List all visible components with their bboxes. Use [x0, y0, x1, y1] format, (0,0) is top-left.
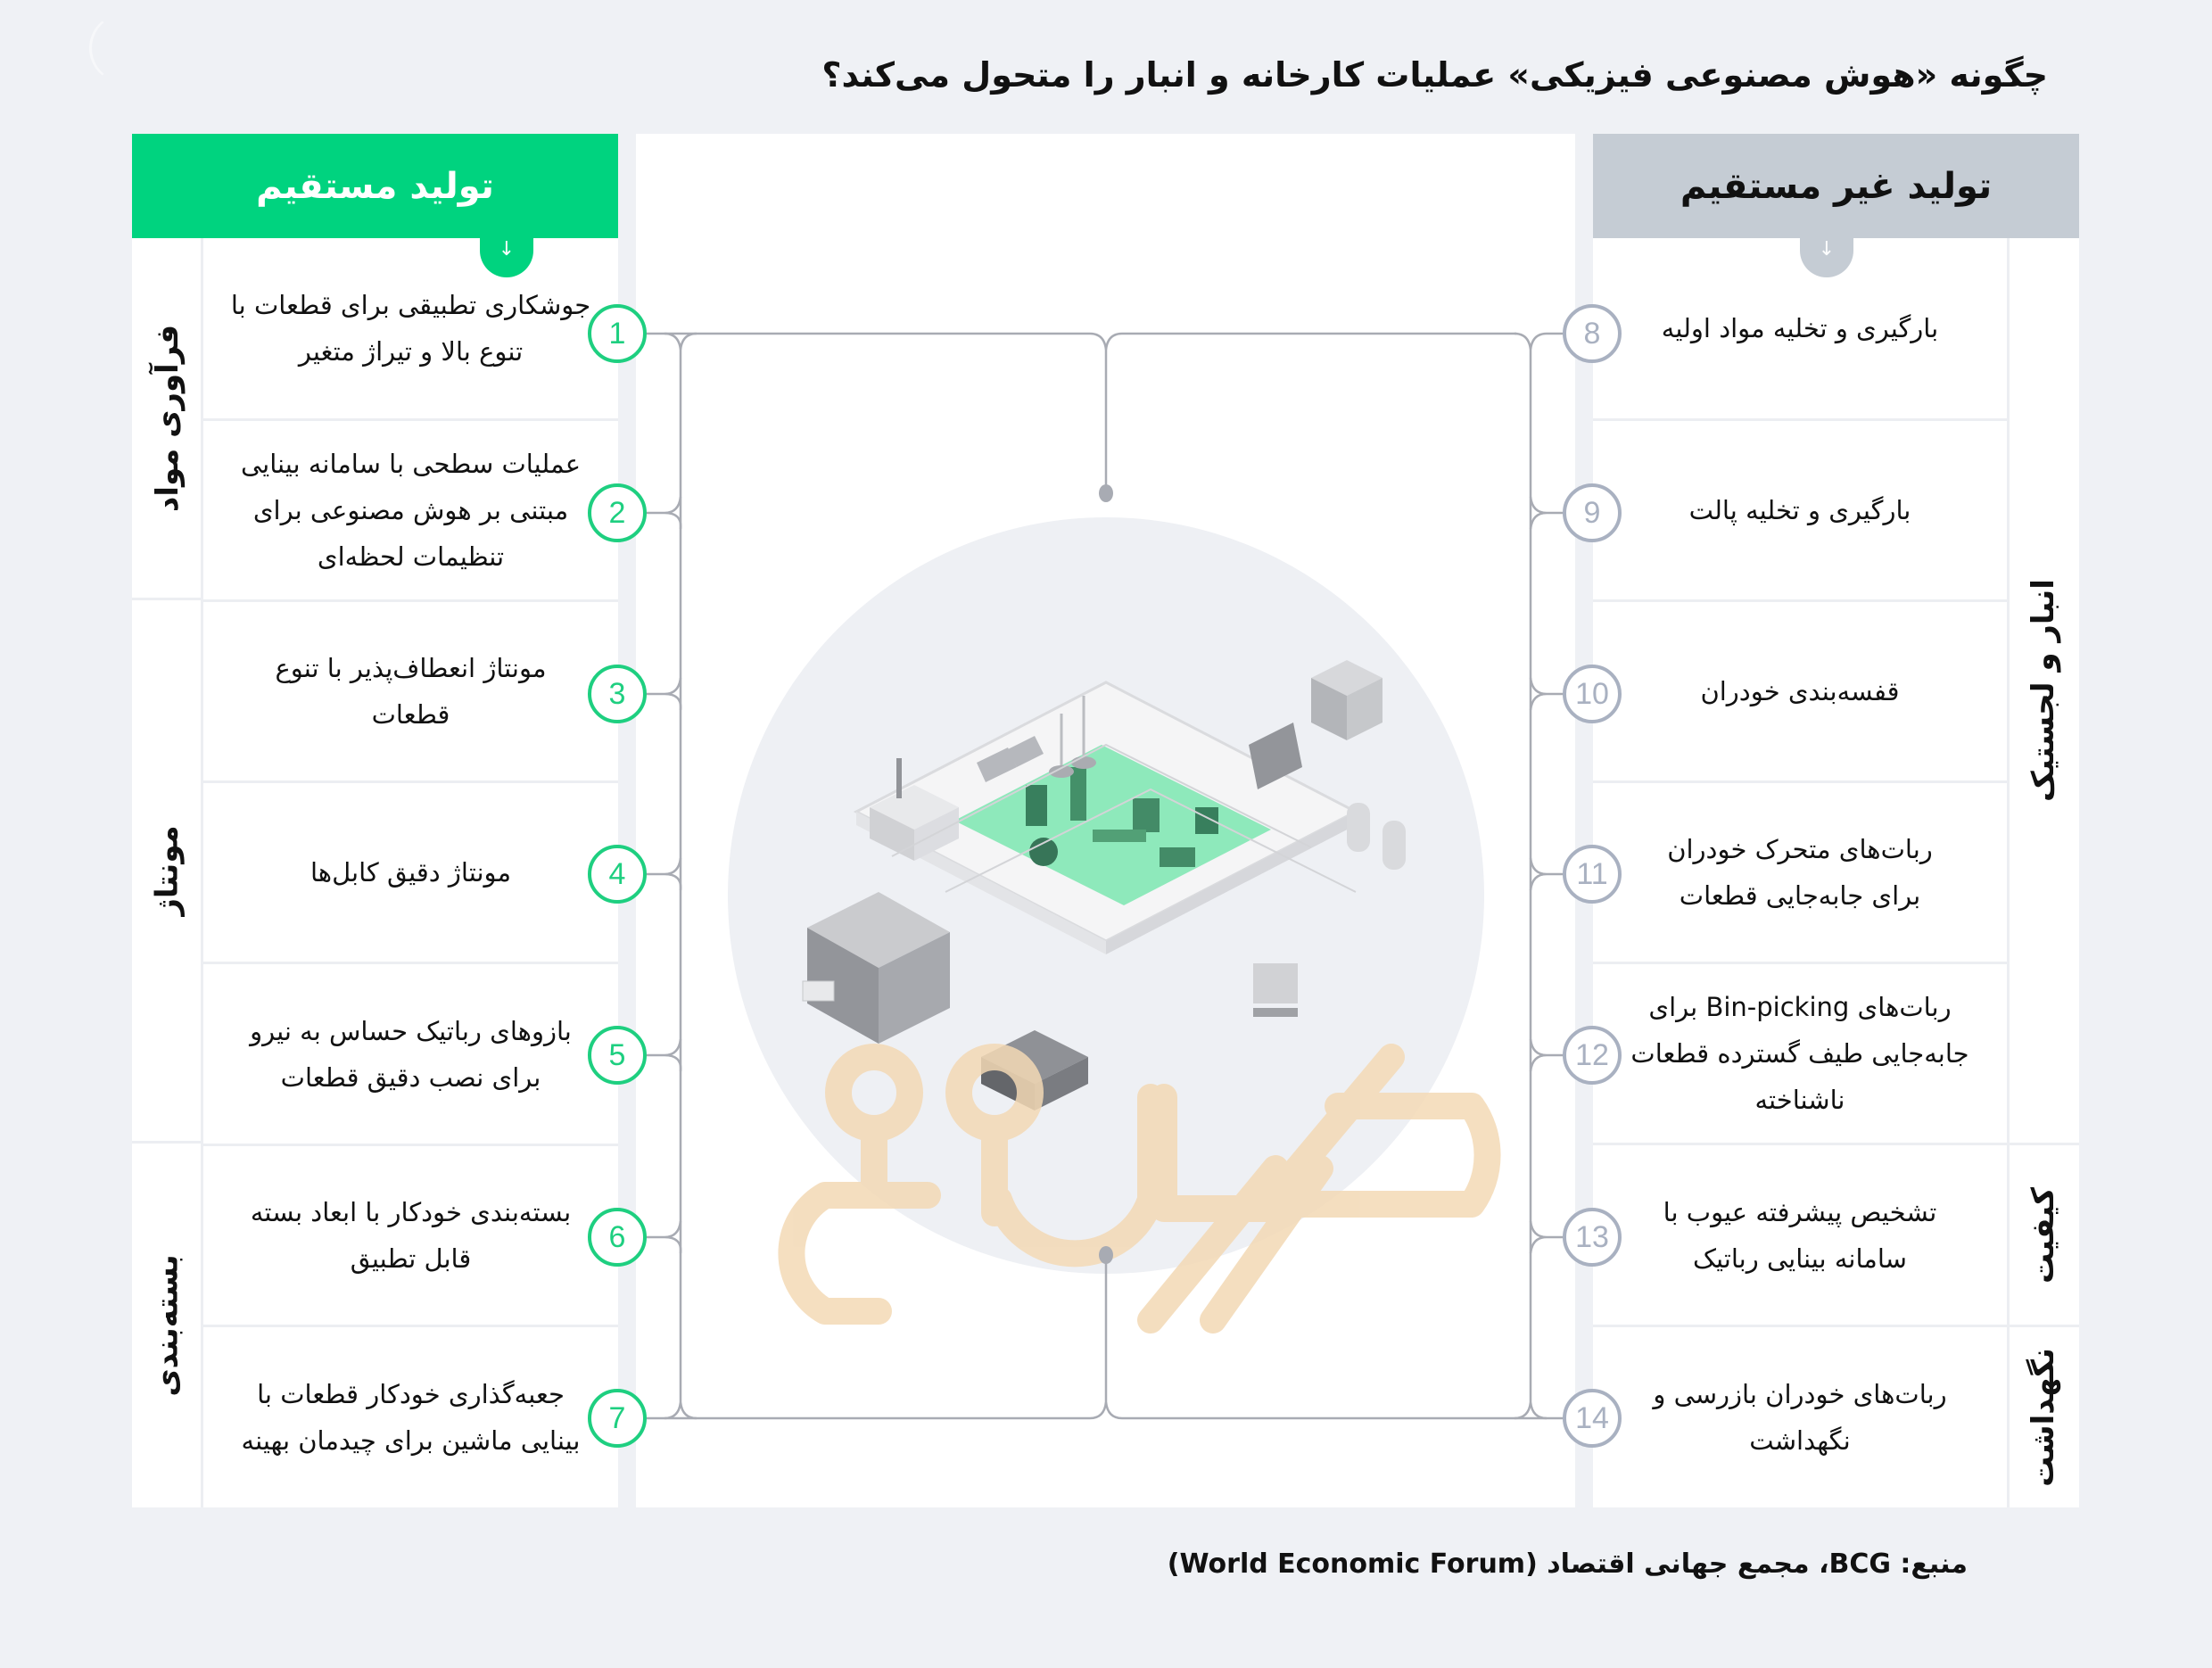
indirect-production-header: تولید غیر مستقیم — [1593, 134, 2079, 238]
number-badge-14: 14 — [1563, 1389, 1622, 1448]
indirect-production-panel — [1593, 134, 2079, 1507]
number-badge-4: 4 — [588, 845, 647, 904]
category-quality — [2007, 1145, 2079, 1327]
item-text: جوشکاری تطبیقی برای قطعات با تنوع بالا و تیراژ متغیر — [230, 290, 591, 367]
category-label: کیفیت — [2025, 1186, 2061, 1284]
list-item-14 — [1593, 1327, 2007, 1507]
list-item-8 — [1593, 238, 2007, 421]
list-item-3 — [203, 602, 618, 783]
number-badge-1: 1 — [588, 304, 647, 363]
number-badge-6: 6 — [588, 1208, 647, 1267]
list-item-6 — [203, 1146, 618, 1327]
connector-dot-top — [1099, 484, 1113, 502]
source-citation: منبع: BCG، مجمع جهانی اقتصاد (World Economic Forum) — [1167, 1548, 1968, 1580]
category-label: نگهداشت — [2025, 1348, 2061, 1487]
item-text: ربات‌های خودران بازرسی و نگهداشت — [1653, 1379, 1947, 1456]
item-text: مونتاژ انعطاف‌پذیر با تنوع قطعات — [275, 653, 547, 730]
item-text: ربات‌های متحرک خودران برای جابه‌جایی قطعات — [1667, 834, 1933, 911]
number-badge-3: 3 — [588, 665, 647, 723]
list-item-11 — [1593, 783, 2007, 964]
list-item-1 — [203, 238, 618, 421]
item-text: عملیات سطحی با سامانه بینایی مبتنی بر هوش مصنوعی برای تنظیمات لحظه‌ای — [240, 449, 582, 572]
number-badge-9: 9 — [1563, 483, 1622, 542]
number-badge-12: 12 — [1563, 1026, 1622, 1085]
list-item-5 — [203, 964, 618, 1146]
number-badge-2: 2 — [588, 483, 647, 542]
list-item-13 — [1593, 1145, 2007, 1327]
arrow-down-icon: ↓ — [1800, 238, 1853, 277]
number-badge-7: 7 — [588, 1389, 647, 1448]
category-maintenance — [2007, 1327, 2079, 1507]
item-text: بارگیری و تخلیه مواد اولیه — [1661, 313, 1939, 343]
list-item-2 — [203, 421, 618, 602]
number-badge-11: 11 — [1563, 845, 1622, 904]
list-item-4 — [203, 783, 618, 964]
list-item-9 — [1593, 421, 2007, 602]
item-text: تشخیص پیشرفته عیوب با سامانه بینایی رباتیک — [1663, 1196, 1937, 1274]
category-material-processing — [132, 238, 203, 600]
item-text: قفسه‌بندی خودران — [1700, 676, 1900, 706]
category-warehouse-logistics — [2007, 238, 2079, 1145]
number-badge-13: 13 — [1563, 1208, 1622, 1267]
number-badge-8: 8 — [1563, 304, 1622, 363]
direct-production-panel — [132, 134, 618, 1507]
category-packaging — [132, 1144, 203, 1507]
list-item-10 — [1593, 602, 2007, 783]
item-text: ربات‌های Bin-picking برای جابه‌جایی طیف گسترده قطعات ناشناخته — [1630, 992, 1969, 1115]
list-item-12 — [1593, 964, 2007, 1145]
list-item-7 — [203, 1327, 618, 1507]
connector-dot-bottom — [1099, 1246, 1113, 1264]
category-label: انبار و لجستیک — [2025, 579, 2061, 802]
item-text: مونتاژ دقیق کابل‌ها — [310, 857, 512, 888]
category-label: بسته‌بندی — [150, 1254, 186, 1397]
item-text: بسته‌بندی خودکار با ابعاد بسته قابل تطبیق — [250, 1197, 572, 1274]
item-text: بازوهای رباتیک حساس به نیرو برای نصب دقیق قطعات — [250, 1015, 572, 1093]
item-text: بارگیری و تخلیه پالت — [1688, 495, 1911, 525]
arrow-down-icon: ↓ — [480, 238, 533, 277]
direct-production-header: تولید مستقیم — [132, 134, 618, 238]
number-badge-10: 10 — [1563, 665, 1622, 723]
category-label: فرآوری مواد — [150, 324, 186, 512]
number-badge-5: 5 — [588, 1026, 647, 1085]
category-label: مونتاژ — [150, 825, 186, 916]
category-assembly — [132, 600, 203, 1144]
page-title: چگونه «هوش مصنوعی فیزیکی» عملیات کارخانه و انبار را متحول می‌کند؟ — [821, 55, 2048, 95]
item-text: جعبه‌گذاری خودکار قطعات با بینایی ماشین برای چیدمان بهینه — [241, 1379, 581, 1456]
